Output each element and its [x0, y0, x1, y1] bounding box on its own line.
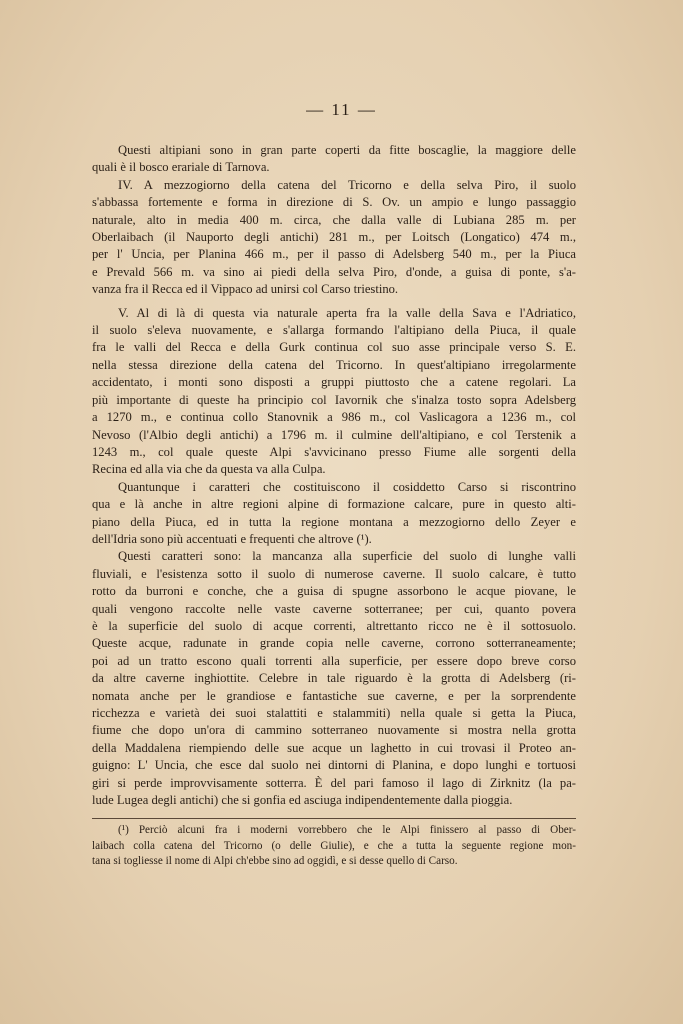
footnote	[92, 823, 576, 870]
text-line: IV. A mezzogiorno della catena del Tricorno e della selva Piro, il suolo	[118, 177, 576, 192]
text-line: vanza fra il Recca ed il Vippaco ad unirsi col Carso triestino.	[92, 282, 399, 297]
text-line: nella stessa direzione della catena del Tricorno. In quest'altipiano irregolarmente	[92, 357, 576, 372]
text-line: qua e là anche in altre regioni alpine di formazione calcare, pure in questo alti-	[92, 497, 576, 512]
text-line: Recina ed alla via che da questa va alla Culpa.	[92, 462, 326, 477]
text-line: s'abbassa fortemente e forma in direzione di S. Ov. un ampio e lungo passaggio	[92, 195, 576, 210]
paragraph-1	[92, 142, 576, 177]
text-line: 1243 m., col quale queste Alpi s'avvicinano presso Fiume alle sorgenti della	[92, 444, 576, 459]
text-line: Nevoso (l'Albio degli antichi) a 1796 m. il culmine dell'altipiano, e col Terstenik a	[92, 427, 576, 442]
text-line: dell'Idria sono più accentuati e frequenti che altrove (¹).	[92, 531, 372, 546]
text-line: naturale, alto in media 400 m. circa, che dalla valle di Lubiana 285 m. per	[92, 212, 576, 227]
text-line: guigno: L' Uncia, che esce dal suolo nei dintorni di Planina, e dopo lunghi e tortuosi	[92, 758, 576, 773]
page-number: — 11 —	[306, 100, 377, 119]
text-line: fra le valli del Recca e della Gurk continua col suo asse principale verso S. E.	[92, 340, 576, 355]
paragraph-5	[92, 548, 576, 809]
footnote-line: (¹) Perciò alcuni fra i moderni vorrebbero che le Alpi finissero al passo di Ober-	[118, 824, 576, 836]
text-line: Oberlaibach (il Nauporto degli antichi) 281 m., per Loitsch (Longatico) 474 m.,	[92, 230, 576, 245]
text-line: ricchezza e varietà dei suoi stalattiti e stalammiti) nella quale si getta la Piuca,	[92, 706, 576, 720]
text-line: accidentato, i monti sono disposti a gruppi piuttosto che a catene regolari. La	[92, 375, 576, 390]
text-line: fluviali, e l'esistenza sotto il suolo di numerose caverne. Il suolo calcare, è tutto	[92, 566, 576, 581]
text-line: più importante di queste ha principio col Iavornik che s'inalza tosto sopra Adelsberg	[92, 392, 576, 407]
text-line: lude Lugea degli antichi) che si gonfia ed asciuga indipendentemente dalla pioggia.	[92, 793, 513, 808]
footnote-line: tana si togliesse il nome di Alpi ch'ebbe sino ad oggidì, e si desse quello di Carso.	[92, 855, 458, 868]
text-line: Questi altipiani sono in gran parte coperti da fitte boscaglie, la maggiore delle	[118, 143, 576, 157]
paragraph-4	[92, 479, 576, 549]
paragraph-2	[92, 177, 576, 299]
text-line: Questi caratteri sono: la mancanza alla superficie del suolo di lunghe valli	[118, 549, 576, 564]
text-line: V. Al di là di questa via naturale aperta fra la valle della Sava e l'Adriatico,	[118, 305, 576, 320]
text-line: per l' Uncia, per Planina 466 m., per il passo di Adelsberg 540 m., per la Piuca	[92, 247, 576, 262]
text-line: rotto da burroni e conche, che a guisa di spugne assorbono le acque piovane, le	[92, 584, 576, 599]
text-line: Quantunque i caratteri che costituiscono il cosiddetto Carso si riscontrino	[118, 479, 576, 494]
paragraph-3	[92, 305, 576, 479]
footnote-line: laibach colla catena del Tricorno (o delle Giulie), e che a tutta la seguente regione mon-	[92, 839, 576, 852]
text-line: da altre caverne inghiottite. Celebre in tale riguardo è la grotta di Adelsberg (ri-	[92, 671, 576, 686]
body-text	[92, 142, 576, 809]
footnote-area	[92, 818, 576, 870]
text-line: e Prevald 566 m. va sino ai piedi della selva Piro, d'onde, a guisa di ponte, s'a-	[92, 264, 576, 279]
text-line: nomata anche per le grandiose e fantastiche sue caverne, e per la sorprendente	[92, 688, 576, 703]
text-line: della Maddalena riempiendo delle sue acque un laghetto in cui trovasi il Proteo an-	[92, 740, 576, 755]
text-line: il suolo s'eleva nuovamente, e s'allarga formando l'altipiano della Piuca, il quale	[92, 323, 576, 338]
text-line: giri si perde improvvisamente sotterra. È del pari famoso il lago di Zirknitz (la pa-	[92, 775, 576, 790]
text-line: quali è il bosco erariale di Tarnova.	[92, 160, 270, 175]
text-line: è la superficie del suolo di acque correnti, altrettanto ricco ne è il sottosuolo.	[92, 618, 576, 633]
text-line: poi ad un tratto escono quali torrenti alla superficie, per essere dopo breve corso	[92, 653, 576, 668]
text-line: Queste acque, radunate in grande copia nelle caverne, corrono sotterraneamente;	[92, 636, 576, 651]
text-line: piano della Piuca, ed in tutta la regione montana a mezzogiorno dello Zeyer e	[92, 514, 576, 529]
text-line: quali vengono raccolte nelle vaste caverne sotterranee; per cui, quanto povera	[92, 601, 576, 616]
text-line: a 1270 m., e continua collo Stanovnik a 986 m., col Vaslicagora a 1236 m., col	[92, 410, 576, 425]
text-line: fiume che dopo un'ora di cammino sotterraneo nuovamente si mostra nella grotta	[92, 723, 576, 738]
